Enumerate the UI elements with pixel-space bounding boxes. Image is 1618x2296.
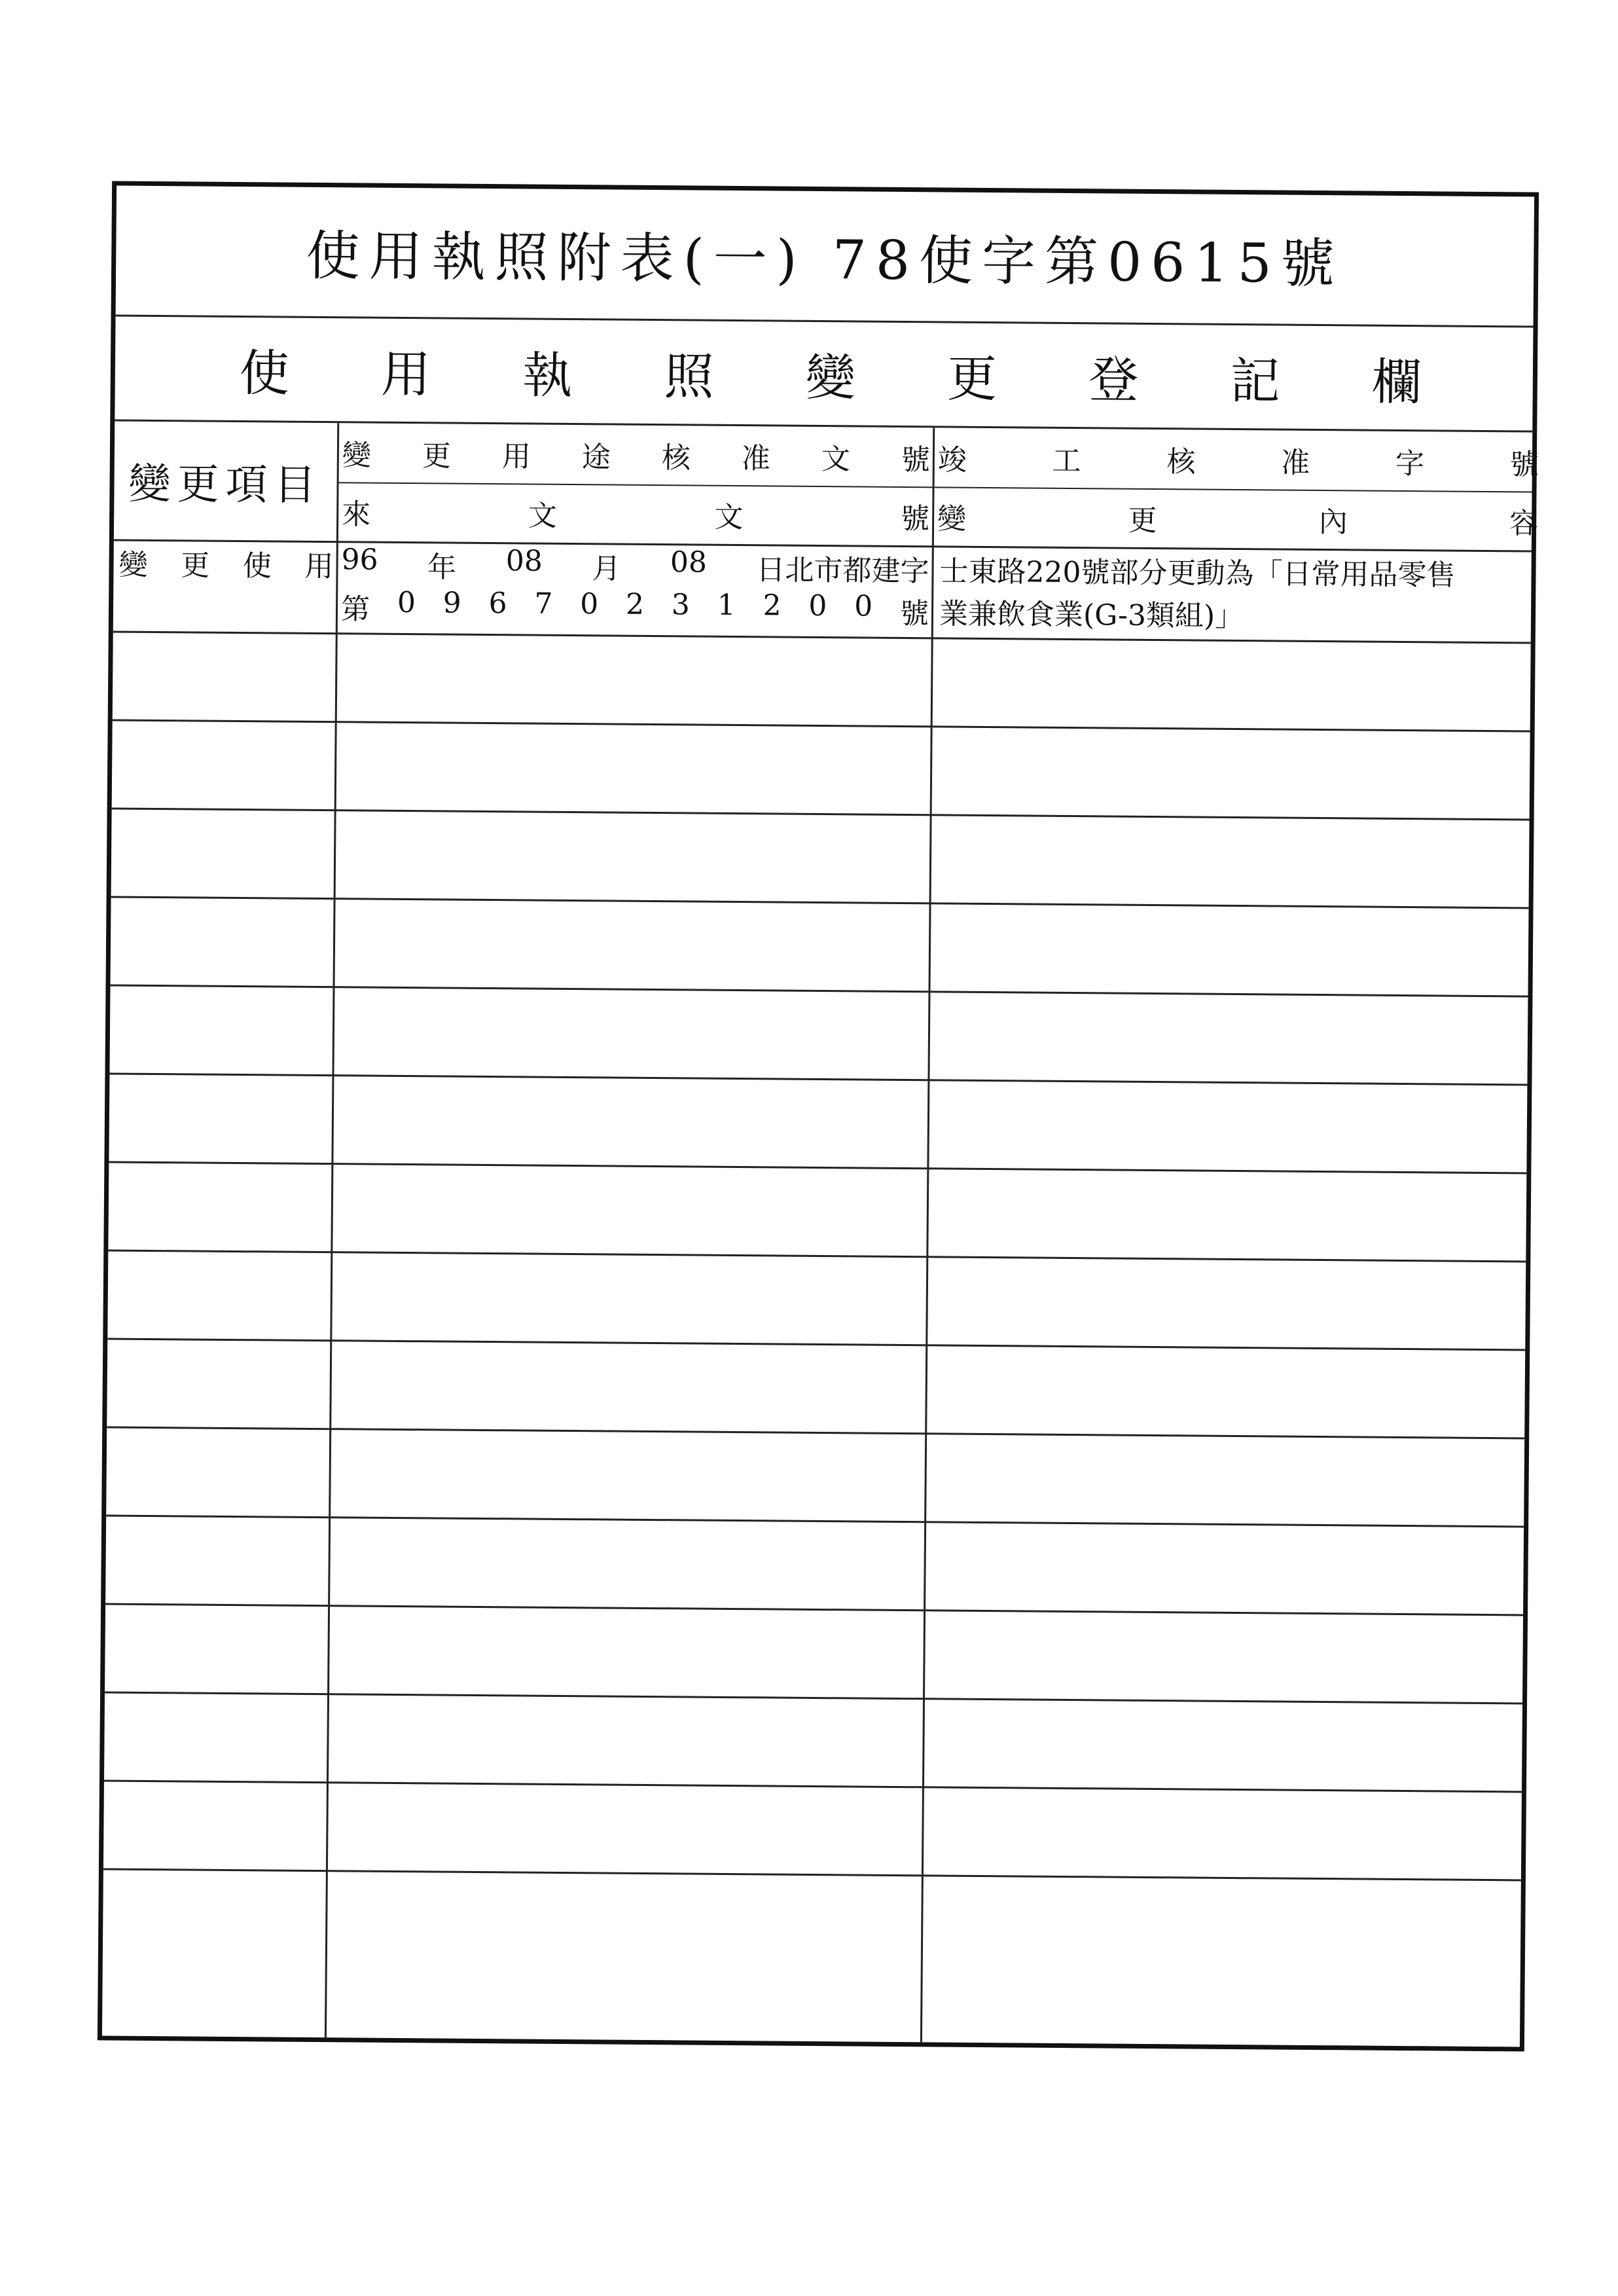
row-divider [113,720,1530,733]
header-char: 容 [1509,507,1539,541]
header-char: 用 [501,440,531,474]
form-title-row [116,186,1535,328]
row-divider [109,1072,1527,1085]
subtitle-char: 使 [239,344,290,403]
doc-token: 7 [534,587,553,621]
change-content-line-2 [931,588,1541,638]
header-char: 號 [900,501,930,536]
header-char: 號 [901,443,931,477]
row-divider [106,1514,1524,1527]
subtitle-char: 登 [1088,350,1139,409]
item-char: 用 [304,549,334,584]
change-content-text: 業兼飲食業(G-3類組)」 [939,597,1244,634]
header-char: 號 [1509,448,1539,482]
header-char: 核 [1166,445,1196,479]
incoming-doc-number-header [336,482,933,545]
change-content-header [932,486,1541,550]
header-char: 核 [661,441,691,475]
row-divider [107,1426,1524,1439]
item-char: 變 [118,548,148,582]
header-char: 文 [821,443,851,477]
change-content-text: 士東路220號部分更動為「日常用品零售 [939,555,1456,592]
doc-token: 第 [340,592,370,627]
doc-token: 9 [442,586,461,620]
doc-token: 0 [808,589,827,623]
doc-token: 日北市都建字 [756,553,929,589]
header-char: 字 [1395,446,1425,481]
header-char: 變 [937,502,967,536]
row-divider [108,1249,1526,1262]
doc-token: 0 [580,587,599,621]
item-char: 使 [242,549,272,583]
change-item-header: 變更項目 [128,460,323,511]
doc-token: 年 [427,551,457,585]
approval-doc-number-header [337,423,933,486]
header-char: 工 [1052,444,1081,479]
subtitle-char: 更 [946,349,998,409]
row-divider [112,808,1530,821]
header-char: 來 [341,498,371,532]
form-subtitle [115,333,1534,415]
doc-token: 2 [763,589,782,623]
approval-doc-line-2 [336,583,932,634]
row-divider [105,1691,1522,1704]
completion-approval-number-header [933,428,1542,491]
doc-token: 月 [592,552,621,586]
subtitle-char: 執 [522,346,573,405]
form-subtitle-row [115,317,1533,433]
header-char: 更 [422,439,452,473]
item-char: 更 [181,549,210,583]
header-char: 變 [342,439,372,473]
header-char: 途 [581,441,611,475]
subtitle-char: 記 [1230,351,1280,410]
doc-token: 0 [854,589,873,623]
row-divider [103,1868,1521,1881]
row-divider [111,896,1529,909]
row-divider [104,1779,1522,1793]
row-divider [105,1603,1523,1616]
row-divider [111,985,1528,998]
table-row-item [113,539,336,587]
subtitle-char: 欄 [1371,352,1422,412]
doc-token: 3 [671,588,691,622]
header-char: 文 [528,499,558,533]
column-divider [325,423,339,2037]
doc-token: 08 [505,544,543,578]
doc-token: 6 [488,587,507,621]
row-divider [107,1338,1525,1351]
form-title: 使用執照附表(一) 78使字第0615號 [306,225,1344,296]
doc-token: 1 [717,588,736,622]
doc-token: 08 [670,545,708,579]
subtitle-char: 照 [664,347,714,406]
header-char: 文 [714,500,744,535]
header-char: 更 [1128,503,1157,538]
header-char: 准 [741,442,771,476]
doc-token: 2 [625,587,645,621]
change-record-table [102,422,1539,2047]
doc-token: 96 [341,543,378,577]
header-char: 竣 [937,443,967,477]
header-char: 內 [1318,505,1348,539]
doc-token: 0 [397,585,416,620]
doc-token: 號 [899,596,929,631]
column-divider [920,428,935,2042]
header-char: 准 [1281,446,1310,480]
subtitle-char: 用 [380,344,431,404]
license-form-frame [98,181,1539,2051]
row-divider [109,1161,1526,1174]
subtitle-char: 變 [805,348,856,407]
